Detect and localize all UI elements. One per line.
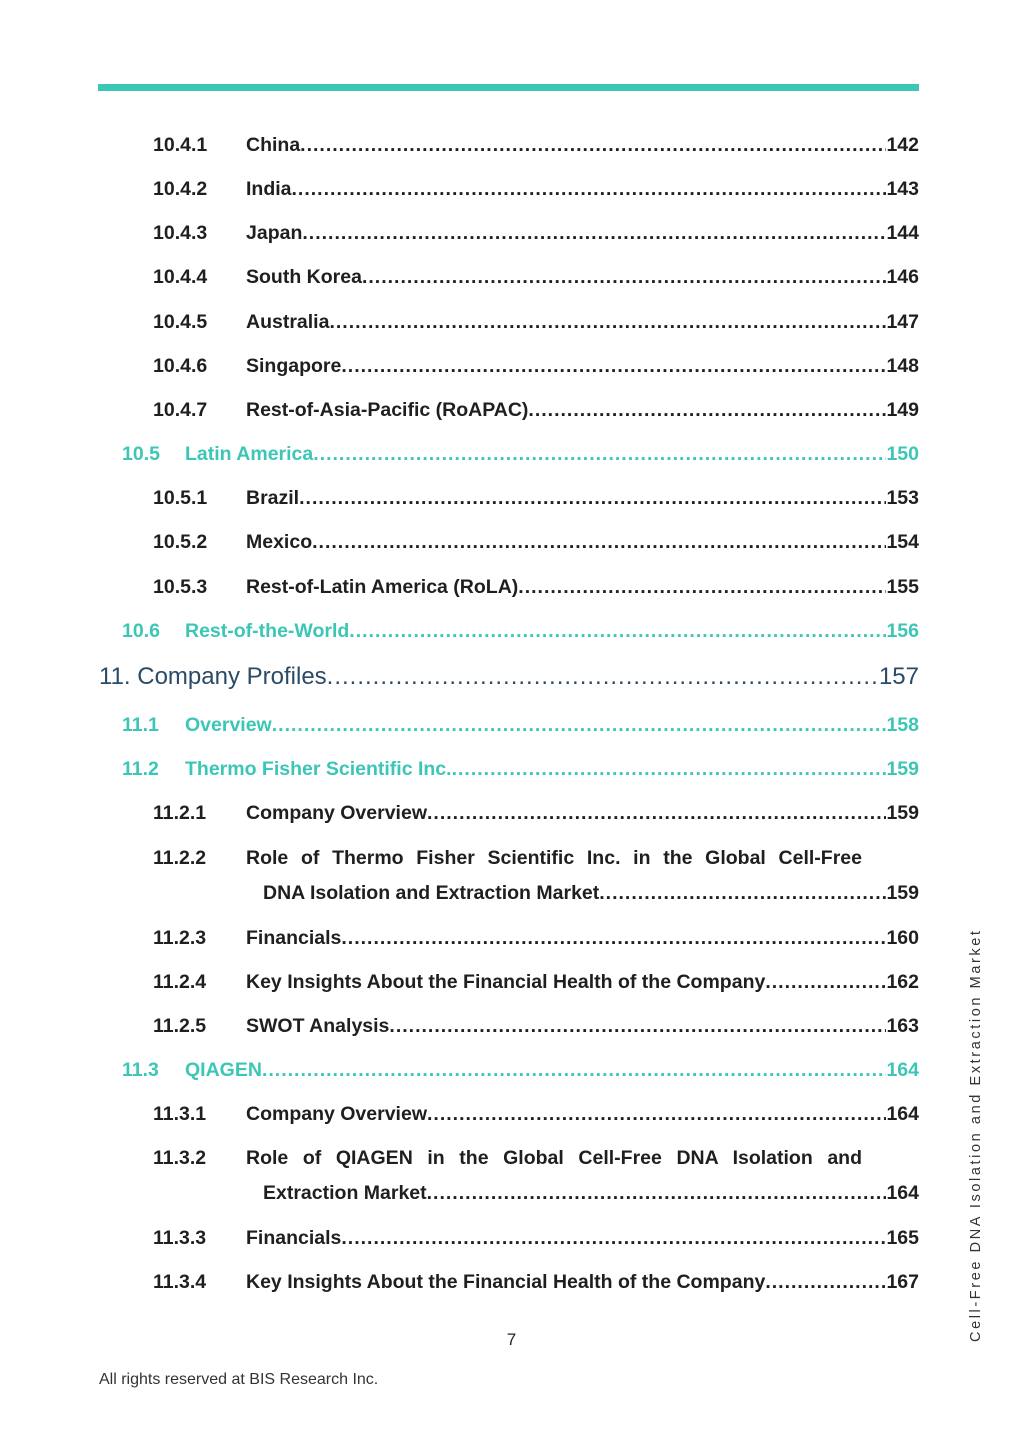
toc-dot-leader: [329, 310, 886, 334]
toc-entry-page: 154: [886, 531, 919, 553]
toc-entry-number: 10.4.4: [153, 266, 208, 288]
toc-entry-number: 10.4.6: [153, 355, 208, 377]
toc-entry-number: 11.3: [122, 1059, 159, 1081]
toc-dot-leader: [302, 221, 886, 245]
toc-entry-row: [246, 801, 919, 825]
toc-entry-page: 156: [886, 620, 919, 642]
toc-dot-leader: [599, 881, 886, 905]
toc-dot-leader: [313, 442, 886, 466]
toc-entry[interactable]: [0, 713, 1023, 743]
toc-entry-row: [246, 1226, 919, 1250]
toc-entry-page: 146: [886, 266, 919, 288]
toc-entry-title: Mexico: [246, 531, 313, 553]
toc-entry[interactable]: [0, 619, 1023, 649]
toc-entry-number: 11.2.2: [153, 847, 207, 869]
toc-dot-leader: [518, 575, 886, 599]
toc-entry[interactable]: [0, 177, 1023, 207]
toc-dot-leader: [292, 177, 887, 201]
toc-entry-page: 167: [886, 1271, 919, 1293]
toc-entry[interactable]: [0, 1226, 1023, 1256]
toc-entry-title: Brazil: [246, 487, 300, 509]
toc-entry-number: 10.6: [122, 620, 160, 642]
toc-entry-number: 10.5.3: [153, 576, 208, 598]
toc-dot-leader: [312, 530, 886, 554]
toc-entry[interactable]: [0, 970, 1023, 1000]
toc-entry-number: 11.2.3: [153, 927, 207, 949]
toc-entry-row: [185, 442, 919, 466]
toc-entry-page: 144: [886, 222, 919, 244]
toc-entry-row: [246, 221, 919, 245]
toc-entry-number: 10.4.2: [153, 178, 208, 200]
toc-entry-number: 11.2: [122, 758, 159, 780]
toc-entry-page: 159: [886, 758, 919, 780]
toc-entry[interactable]: [0, 926, 1023, 956]
toc-entry[interactable]: [0, 1058, 1023, 1088]
toc-entry-number: 10.4.5: [153, 311, 208, 333]
toc-dot-leader: [327, 662, 879, 692]
toc-entry-row: [246, 265, 919, 289]
toc-entry-page: 142: [886, 134, 919, 156]
toc-entry-number: 11.3.2: [153, 1147, 207, 1169]
toc-dot-leader: [452, 757, 887, 781]
toc-entry-title: India: [246, 178, 292, 200]
toc-entry-title: SWOT Analysis: [246, 1015, 390, 1037]
toc-entry-title: Australia: [246, 311, 330, 333]
toc-entry-number: 10.4.3: [153, 222, 208, 244]
toc-dot-leader: [528, 398, 886, 422]
toc-entry[interactable]: [0, 530, 1023, 560]
toc-entry-title: Company Overview: [246, 1103, 427, 1125]
toc-entry-row: [263, 1181, 919, 1205]
toc-entry-number: 11.2.4: [153, 971, 207, 993]
toc-entry-page: 158: [886, 714, 919, 736]
toc-dot-leader: [427, 1181, 887, 1205]
toc-entry-page: 147: [886, 311, 919, 333]
toc-entry-page: 155: [886, 576, 919, 598]
toc-entry[interactable]: [0, 398, 1023, 428]
toc-entry-row: [246, 177, 919, 201]
toc-dot-leader: [427, 801, 886, 825]
toc-dot-leader: [765, 1270, 886, 1294]
toc-entry-title: Financials: [246, 927, 342, 949]
toc-entry-page: 164: [886, 1103, 919, 1125]
toc-entry-title: Latin America: [185, 443, 314, 465]
toc-entry[interactable]: [0, 1014, 1023, 1044]
toc-entry-number: 11.3.4: [153, 1271, 207, 1293]
toc-dot-leader: [341, 1226, 886, 1250]
toc-entry-row: [246, 354, 919, 378]
toc-entry-title: QIAGEN: [185, 1059, 262, 1081]
toc-entry-number: 11.2.5: [153, 1015, 207, 1037]
toc-dot-leader: [427, 1102, 886, 1126]
toc-entry-page: 164: [886, 1182, 919, 1204]
toc-entry-row: [246, 1102, 919, 1126]
toc-entry-row: [99, 662, 919, 692]
toc-entry-row: [263, 881, 919, 905]
toc-entry-row: [246, 1014, 919, 1038]
toc-entry-title: Thermo Fisher Scientific Inc.: [185, 758, 452, 780]
toc-entry[interactable]: [0, 1146, 1023, 1206]
toc-entry-number: 10.5: [122, 443, 160, 465]
toc-entry-page: 164: [886, 1059, 919, 1081]
toc-entry-page: 162: [886, 971, 919, 993]
toc-entry-page: 159: [886, 802, 919, 824]
toc-entry-page: 149: [886, 399, 919, 421]
toc-dot-leader: [262, 1058, 887, 1082]
toc-entry-title: DNA Isolation and Extraction Market: [263, 882, 600, 904]
toc-entry-row: [185, 713, 919, 737]
toc-dot-leader: [300, 133, 886, 157]
toc-entry-row: [246, 530, 919, 554]
toc-entry-title: Key Insights About the Financial Health of the Company: [246, 1271, 766, 1293]
toc-entry-page: 157: [878, 663, 919, 690]
toc-entry-title: Extraction Market: [263, 1182, 427, 1204]
toc-entry-title: Company Overview: [246, 802, 427, 824]
toc-entry-number: 10.4.1: [153, 134, 208, 156]
toc-entry-row: [246, 486, 919, 510]
toc-entry-title: 11. Company Profiles: [99, 663, 327, 690]
toc-entry-number: 10.5.2: [153, 531, 208, 553]
toc-entry-row: [185, 1058, 919, 1082]
toc-entry-title-line1: Role of Thermo Fisher Scientific Inc. in the Global Cell-Free: [246, 847, 862, 869]
toc-dot-leader: [299, 486, 886, 510]
toc-entry-row: [185, 757, 919, 781]
toc-entry-row: [246, 1270, 919, 1294]
sidebar-document-title: Cell-Free DNA Isolation and Extraction Market: [968, 928, 984, 1342]
toc-entry-title: South Korea: [246, 266, 362, 288]
toc-entry[interactable]: [0, 310, 1023, 340]
toc-entry[interactable]: [0, 354, 1023, 384]
toc-entry-page: 159: [886, 882, 919, 904]
toc-entry-page: 160: [886, 927, 919, 949]
toc-entry-number: 11.3.3: [153, 1227, 207, 1249]
toc-entry-title: Key Insights About the Financial Health of the Company: [246, 971, 766, 993]
toc-entry-row: [246, 926, 919, 950]
toc-entry-title: Financials: [246, 1227, 342, 1249]
toc-entry-title: Japan: [246, 222, 303, 244]
toc-entry-row: [185, 619, 919, 643]
toc-dot-leader: [765, 970, 886, 994]
footer-copyright: All rights reserved at BIS Research Inc.: [99, 1371, 379, 1388]
toc-entry[interactable]: [0, 1102, 1023, 1132]
toc-entry[interactable]: [0, 442, 1023, 472]
toc-entry-title: Rest-of-Asia-Pacific (RoAPAC): [246, 399, 529, 421]
toc-entry-number: 10.4.7: [153, 399, 208, 421]
toc-entry-row: [246, 970, 919, 994]
toc-dot-leader: [362, 265, 887, 289]
toc-entry-page: 163: [886, 1015, 919, 1037]
toc-entry-title-line1: Role of QIAGEN in the Global Cell-Free DNA Isolation and: [246, 1147, 862, 1169]
toc-entry-number: 11.2.1: [153, 802, 207, 824]
toc-entry[interactable]: [0, 662, 1023, 692]
toc-entry-page: 143: [886, 178, 919, 200]
toc-entry-row: [246, 575, 919, 599]
toc-entry[interactable]: [0, 575, 1023, 605]
toc-entry-row: [246, 133, 919, 157]
toc-entry[interactable]: [0, 221, 1023, 251]
toc-dot-leader: [272, 713, 887, 737]
toc-entry[interactable]: [0, 486, 1023, 516]
page-number: 7: [506, 1330, 517, 1349]
toc-entry[interactable]: [0, 265, 1023, 295]
toc-entry-title: Rest-of-the-World: [185, 620, 350, 642]
toc-dot-leader: [349, 619, 886, 643]
toc-entry-number: 10.5.1: [153, 487, 208, 509]
toc-entry-row: [246, 398, 919, 422]
toc-entry-title: Singapore: [246, 355, 342, 377]
toc-entry-page: 148: [886, 355, 919, 377]
toc-entry[interactable]: [0, 133, 1023, 163]
toc-entry[interactable]: [0, 1270, 1023, 1300]
toc-entry-title: China: [246, 134, 301, 156]
toc-entry-number: 11.3.1: [153, 1103, 207, 1125]
toc-entry-title: Overview: [185, 714, 272, 736]
toc-entry[interactable]: [0, 801, 1023, 831]
toc-entry-number: 11.1: [122, 714, 159, 736]
toc-entry-title: Rest-of-Latin America (RoLA): [246, 576, 519, 598]
toc-entry-page: 150: [886, 443, 919, 465]
toc-entry-row: [246, 310, 919, 334]
toc-entry[interactable]: [0, 757, 1023, 787]
toc-dot-leader: [341, 354, 886, 378]
toc-entry[interactable]: [0, 846, 1023, 906]
toc-entry-page: 165: [886, 1227, 919, 1249]
toc-entry-page: 153: [886, 487, 919, 509]
toc-dot-leader: [341, 926, 886, 950]
toc-dot-leader: [389, 1014, 886, 1038]
